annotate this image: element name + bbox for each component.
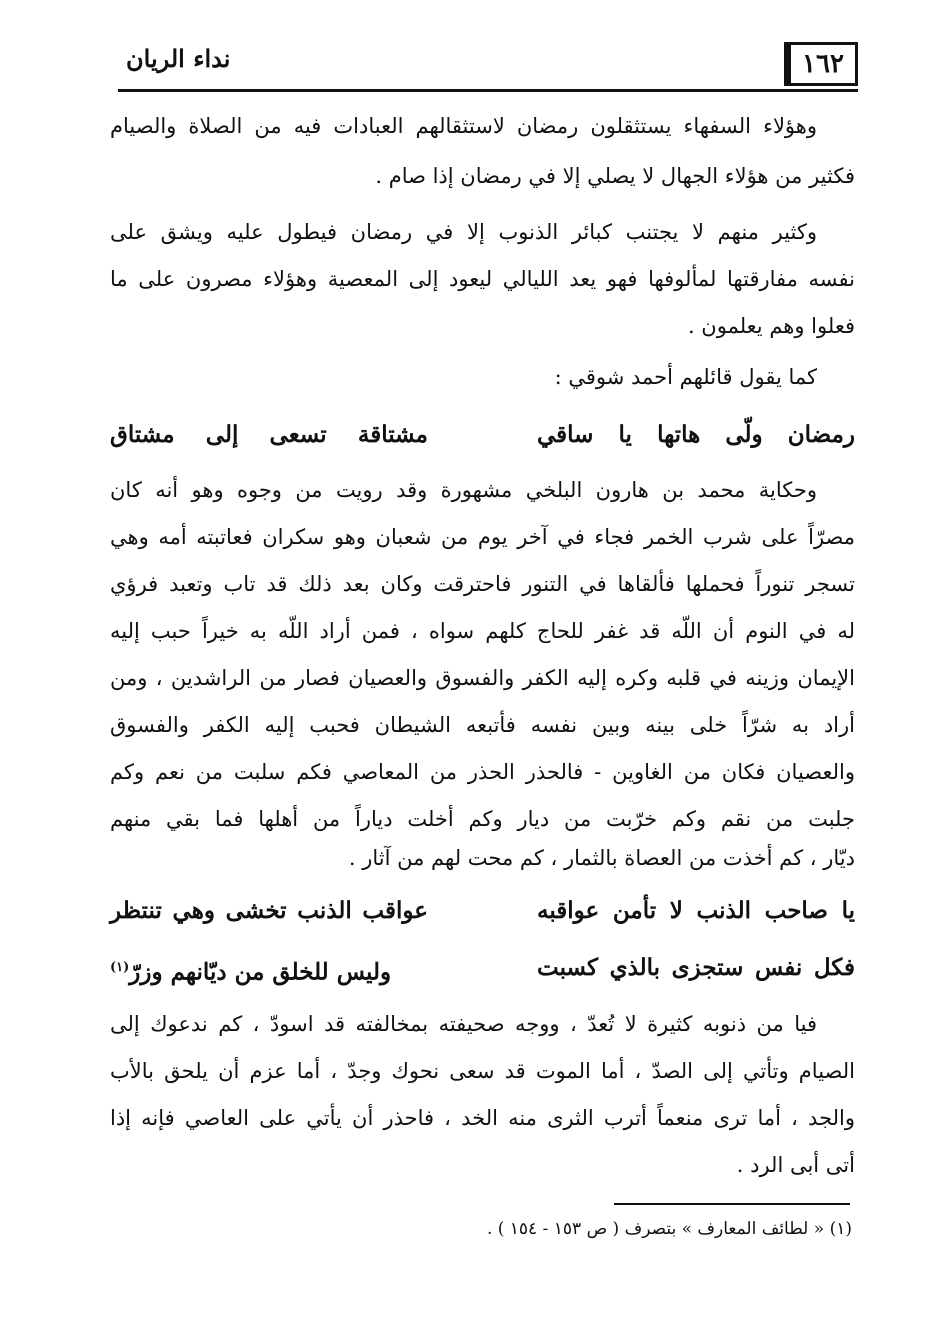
- text-line: الإيمان وزينه في قلبه وكره إليه الكفر والفسوق والعصيان فصار من الراشدين ، ومن: [110, 666, 855, 690]
- poem-verse: [110, 412, 855, 458]
- text-line: والعصيان فكان من الغاوين - فالحذر الحذر من المعاصي فكم سلبت من نعم وكم: [110, 760, 855, 784]
- text-line: الصيام وتأتي إلى الصدّ ، أما الموت قد سعى نحوك وجدّ ، أما عزم أن يلحق بالأب: [110, 1059, 855, 1083]
- text-line: والجد ، أما ترى منعماً أترب الثرى منه الخد ، فاحذر أن يأتي على العاصي فإنه إذا: [110, 1106, 855, 1130]
- text-line: جلبت من نقم وكم خرّبت من ديار وكم أخلت دياراً من أهلها فما بقي منهم: [110, 807, 855, 831]
- verse-second-text: وليس للخلق من ديّانهم وزرّ: [129, 958, 392, 986]
- poem-verse: [110, 945, 855, 991]
- text-line: نفسه مفارقتها لمألوفها فهو يعد الليالي ليعود إلى المعصية وهؤلاء مصرون على ما: [110, 267, 855, 291]
- page-number: ١٦٢: [784, 42, 858, 86]
- verse-first-hemistich: رمضان ولّى هاتها يا ساقي: [537, 421, 855, 448]
- text-line: مصرّاً على شرب الخمر فجاء في آخر يوم من شعبان وهو سكران فعاتبته أمه وهي: [110, 525, 855, 549]
- text-line: فيا من ذنوبه كثيرة لا تُعدّ ، ووجه صحيفته بمخالفته قد اسودّ ، كم ندعوك إلى: [110, 1012, 817, 1036]
- text-line: تسجر تنوراً فحملها فألقاها في التنور فاحترقت وكان بعد ذلك قد تاب وتعبد فرؤي: [110, 572, 855, 596]
- page-header: [118, 38, 858, 92]
- running-title: نداء الريان: [126, 44, 231, 73]
- verse-second-hemistich: مشتاقة تسعى إلى مشتاق: [110, 421, 428, 448]
- header-rule: [118, 89, 858, 92]
- footnote-rule: [614, 1203, 850, 1205]
- verse-first-hemistich: يا صاحب الذنب لا تأمن عواقبه: [537, 897, 855, 924]
- text-line: فعلوا وهم يعلمون .: [687, 314, 855, 338]
- text-line: كما يقول قائلهم أحمد شوقي :: [554, 365, 817, 389]
- text-line: أراد به شرّاً خلى بينه وبين نفسه فأتبعه الشيطان فحبب إليه الكفر والفسوق: [110, 713, 855, 737]
- footnote-reference: (١): [110, 960, 130, 975]
- verse-second-hemistich: عواقب الذنب تخشى وهي تنتظر: [110, 897, 428, 924]
- poem-verse: [110, 888, 855, 934]
- footnote: (١) « لطائف المعارف » بتصرف ( ص ١٥٣ - ١٥٤ ) .: [486, 1219, 852, 1239]
- text-line: أتى أبى الرد .: [736, 1153, 855, 1177]
- text-line: له في النوم أن اللّه قد غفر للحاج كلهم سواه ، فمن أراد اللّه به خيراً حبب إليه: [110, 619, 855, 643]
- text-line: ديّار ، كم أخذت من العصاة بالثمار ، كم محت لهم من آثار .: [348, 846, 855, 870]
- text-line: وحكاية محمد بن هارون البلخي مشهورة وقد رويت من وجوه وهو أنه كان: [110, 478, 817, 502]
- verse-first-hemistich: فكل نفس ستجزى بالذي كسبت: [537, 954, 855, 981]
- text-line: فكثير من هؤلاء الجهال لا يصلي إلا في رمضان إذا صام .: [375, 164, 855, 188]
- verse-second-hemistich: [110, 945, 428, 996]
- text-line: وهؤلاء السفهاء يستثقلون رمضان لاستثقالهم العبادات فيه من الصلاة والصيام: [110, 114, 817, 138]
- text-line: وكثير منهم لا يجتنب كبائر الذنوب إلا في رمضان فيطول عليه ويشق على: [110, 220, 817, 244]
